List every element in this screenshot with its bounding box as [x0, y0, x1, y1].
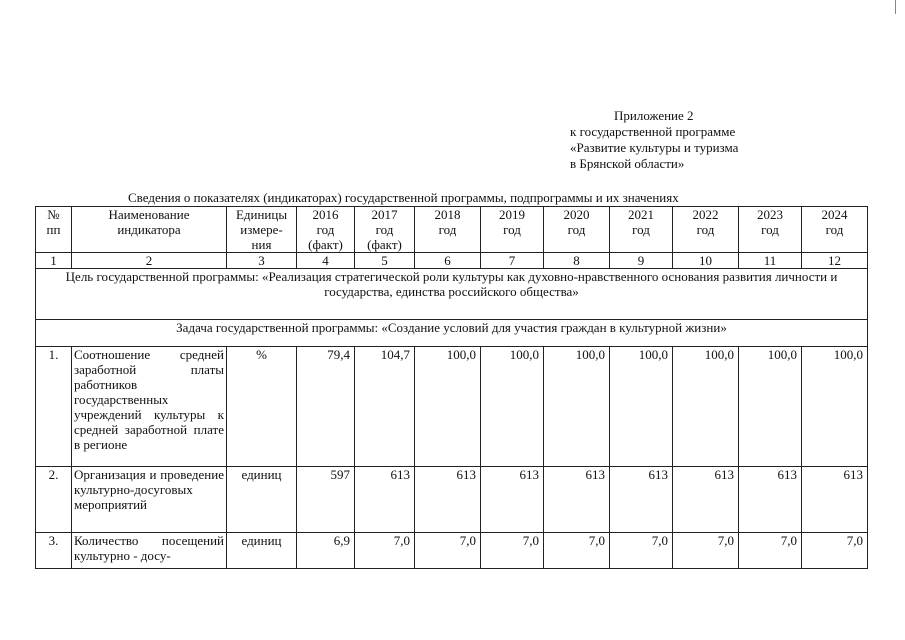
- header-cell: № пп: [36, 207, 72, 253]
- indicator-value: 100,0: [544, 347, 610, 467]
- header-cell: 2024 год: [802, 207, 868, 253]
- indicator-name: Соотношение средней заработной платы работников государственных учреждений культуры к средней заработной плате в регионе: [72, 347, 227, 467]
- column-number: 5: [355, 253, 415, 269]
- column-number: 3: [227, 253, 297, 269]
- indicator-value: 7,0: [673, 533, 739, 569]
- indicator-value: 613: [544, 467, 610, 533]
- header-row: [36, 207, 868, 253]
- indicator-value: 100,0: [739, 347, 802, 467]
- program-goal: Цель государственной программы: «Реализация стратегической роли культуры как духовно-нравственного основания развития личности и государства, единства российского общества»: [36, 269, 868, 320]
- header-cell: Наименование индикатора: [72, 207, 227, 253]
- indicator-value: 613: [673, 467, 739, 533]
- appendix-title: Приложение 2: [614, 108, 694, 123]
- program-task-row: [36, 320, 868, 347]
- table-row: [36, 533, 868, 569]
- column-number: 11: [739, 253, 802, 269]
- indicator-value: 100,0: [610, 347, 673, 467]
- column-number: 2: [72, 253, 227, 269]
- program-goal-row: [36, 269, 868, 320]
- indicator-value: 7,0: [544, 533, 610, 569]
- column-number: 1: [36, 253, 72, 269]
- indicator-value: 597: [297, 467, 355, 533]
- indicator-unit: единиц: [227, 533, 297, 569]
- indicator-value: 7,0: [355, 533, 415, 569]
- indicator-value: 104,7: [355, 347, 415, 467]
- indicator-value: 613: [415, 467, 481, 533]
- indicators-table: [35, 206, 868, 569]
- appendix-line-4: в Брянской области»: [570, 156, 685, 171]
- column-number: 4: [297, 253, 355, 269]
- table-row: [36, 467, 868, 533]
- scan-edge-mark: [895, 0, 896, 14]
- indicator-unit: единиц: [227, 467, 297, 533]
- column-number: 8: [544, 253, 610, 269]
- column-number: 6: [415, 253, 481, 269]
- indicator-value: 100,0: [802, 347, 868, 467]
- indicator-value: 613: [481, 467, 544, 533]
- indicator-value: 613: [802, 467, 868, 533]
- indicator-value: 100,0: [481, 347, 544, 467]
- header-cell: 2021 год: [610, 207, 673, 253]
- header-cell: 2023 год: [739, 207, 802, 253]
- table-row: [36, 347, 868, 467]
- indicator-value: 7,0: [802, 533, 868, 569]
- indicator-value: 7,0: [415, 533, 481, 569]
- header-cell: 2016 год (факт): [297, 207, 355, 253]
- indicator-value: 7,0: [481, 533, 544, 569]
- appendix-line-2: к государственной программе: [570, 124, 736, 139]
- indicator-value: 100,0: [673, 347, 739, 467]
- header-cell: 2019 год: [481, 207, 544, 253]
- row-number: 2.: [36, 467, 72, 533]
- header-cell: 2017 год (факт): [355, 207, 415, 253]
- appendix-line-3: «Развитие культуры и туризма: [570, 140, 739, 155]
- column-number: 12: [802, 253, 868, 269]
- program-task: Задача государственной программы: «Создание условий для участия граждан в культурной жизни»: [36, 320, 868, 347]
- indicator-value: 613: [739, 467, 802, 533]
- appendix-header: [570, 108, 738, 172]
- table-caption: Сведения о показателях (индикаторах) государственной программы, подпрограммы и их значениях: [128, 190, 679, 205]
- header-cell: 2020 год: [544, 207, 610, 253]
- indicator-name: Организация и проведение культурно-досуговых мероприятий: [72, 467, 227, 533]
- indicator-value: 79,4: [297, 347, 355, 467]
- column-number: 9: [610, 253, 673, 269]
- indicator-value: 7,0: [610, 533, 673, 569]
- indicator-value: 100,0: [415, 347, 481, 467]
- header-cell: 2018 год: [415, 207, 481, 253]
- indicator-value: 6,9: [297, 533, 355, 569]
- indicator-value: 613: [610, 467, 673, 533]
- indicator-value: 613: [355, 467, 415, 533]
- header-cell: Единицы измере- ния: [227, 207, 297, 253]
- column-number-row: [36, 253, 868, 269]
- indicator-name: Количество посещений культурно - досу-: [72, 533, 227, 569]
- indicator-unit: %: [227, 347, 297, 467]
- column-number: 7: [481, 253, 544, 269]
- indicator-value: 7,0: [739, 533, 802, 569]
- header-cell: 2022 год: [673, 207, 739, 253]
- column-number: 10: [673, 253, 739, 269]
- row-number: 3.: [36, 533, 72, 569]
- row-number: 1.: [36, 347, 72, 467]
